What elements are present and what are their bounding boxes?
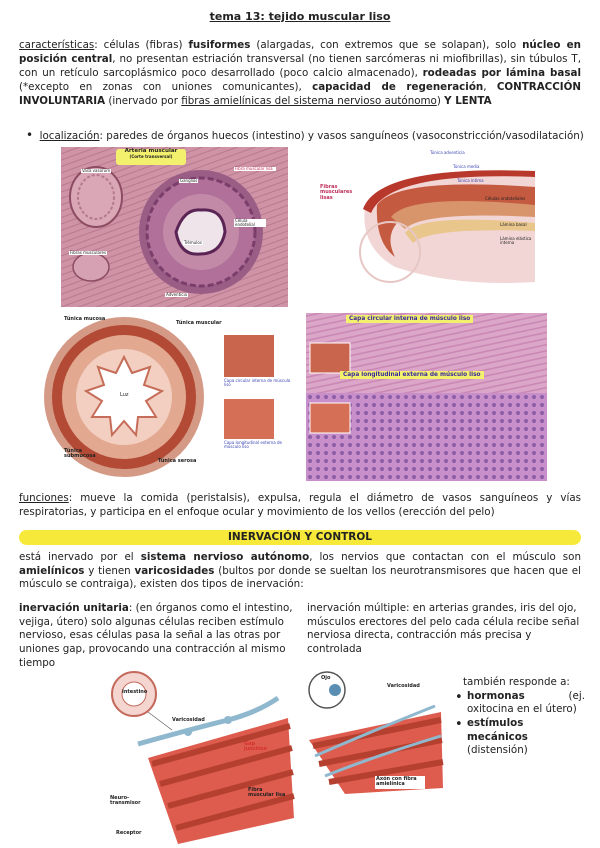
histology-layers xyxy=(306,313,547,481)
text-span: (inervado por xyxy=(105,95,182,107)
figure1-title: Arteria muscular xyxy=(124,148,178,154)
bold-span: amielínicos xyxy=(19,564,85,577)
responde-item xyxy=(453,717,585,758)
text-span: (ej. oxitocina en el útero) xyxy=(467,689,585,716)
funciones-text: : mueve la comida (peristalsis), expulsa, regula el diámetro de vasos sanguíneos y vías respiratorias, y participa en el enfoque ocular y movimiento de los vellos (erección del pelo) xyxy=(19,492,581,518)
figure-capas-musculo xyxy=(306,313,547,481)
figure3-label: Túnica serosa xyxy=(158,458,197,464)
bold-span: Y LENTA xyxy=(444,95,492,107)
figure5-label: Receptor xyxy=(116,830,142,836)
responde-item xyxy=(453,690,585,717)
section-header-inervacion: INERVACIÓN Y CONTROL xyxy=(19,530,581,545)
figure3-label: Luz xyxy=(120,392,129,398)
figure-intestino xyxy=(38,313,300,481)
bold-span: sistema nervioso autónomo xyxy=(140,551,310,563)
bold-span: rodeadas por lámina basal xyxy=(422,67,581,79)
figure-arteria-muscular xyxy=(61,147,288,307)
bold-span: fusiformes xyxy=(188,39,251,51)
bullet-icon: • xyxy=(26,128,34,142)
figure2-label: Células endoteliales xyxy=(485,196,526,201)
localizacion-item xyxy=(26,128,584,144)
text-span: (distensión) xyxy=(467,744,528,757)
text-span: , no presentan estriación transversal (no tienen sarcómeras ni miofibrillas), sin túbulos T, con un retículo sarcoplásmico poco desarrollado (poco calcio almacenado), xyxy=(19,53,581,79)
bold-span: núcleo en posición central xyxy=(19,39,581,65)
figure5-label: Intestino xyxy=(122,689,148,695)
unitaria-text: : (en órganos como el intestino, vejiga, útero) solo algunas células reciben estímulo nervioso, esas células pasa la señal a las otras por uniones gap, provocando una contracción al mismo tiempo xyxy=(19,602,293,669)
page-title: tema 13: tejido muscular liso xyxy=(209,10,391,23)
bold-span: hormonas xyxy=(467,689,525,702)
figure3-label: Túnica mucosa xyxy=(64,316,106,322)
inervacion-unitaria xyxy=(19,602,299,670)
figure1-label: Fibras musculares xyxy=(70,250,107,255)
figure5-label: Varicosidad xyxy=(172,717,205,723)
localizacion-label: localización xyxy=(39,130,100,142)
figure3-label: Capa longitudinal externa de músculo liso xyxy=(224,440,282,450)
figure-inervacion-multiple xyxy=(305,668,445,798)
bold-span: varicosidades xyxy=(134,564,215,577)
figure5-label: Neuro-transmisor xyxy=(110,795,141,807)
figure2-label: Túnica íntima xyxy=(457,178,484,183)
text-span: (*excepto en zonas con uniones comunicantes), xyxy=(19,81,313,93)
funciones-label: funciones xyxy=(19,492,69,504)
figure2-label: Túnica adventicia xyxy=(430,150,465,155)
figure1-title-box xyxy=(116,149,186,165)
figure5-label: Fibra muscular lisa xyxy=(248,787,286,799)
figure-inervacion-unitaria xyxy=(108,668,298,848)
figure6-label: Ojo xyxy=(321,675,331,681)
text-span: (alargadas, con extremos que se solapan), solo xyxy=(250,39,523,51)
text-span: y tienen xyxy=(84,564,135,577)
caracteristicas-label: características xyxy=(19,39,95,51)
figure6-label: Varicosidad xyxy=(387,683,420,689)
figure1-label: Adventicia xyxy=(166,292,188,297)
figure-pared-vaso xyxy=(305,147,537,287)
responde-intro: también responde a: xyxy=(463,676,570,688)
localizacion-text: : paredes de órganos huecos (intestino) y vasos sanguíneos (vasoconstricción/vasodilatación) xyxy=(99,130,584,142)
figure1-label: Trémulos xyxy=(184,240,202,245)
figure3-label: Túnica muscular xyxy=(176,320,222,326)
funciones-paragraph xyxy=(19,492,581,519)
figure2-label: Lámina elástica interna xyxy=(500,236,532,246)
underline-span: fibras amielínicas del sistema nervioso autónomo xyxy=(181,95,437,107)
figure6-label: Axón con fibra amielínica xyxy=(375,776,425,789)
text-span: , xyxy=(483,81,497,93)
figure4-mid-label: Capa longitudinal externa de músculo liso xyxy=(340,371,484,379)
figure2-label: Fibras musculares lisas xyxy=(320,184,353,201)
bold-span: estímulos mecánicos xyxy=(467,717,528,743)
figure1-label: Ganglios xyxy=(180,178,198,183)
bold-span: capacidad de regeneración xyxy=(312,81,484,93)
caracteristicas-paragraph xyxy=(19,38,581,108)
figure1-label: Célula endotelial xyxy=(234,219,266,227)
figure3-label: Túnica submucosa xyxy=(64,448,96,460)
figure2-label: Túnica media xyxy=(453,164,480,169)
figure4-top-label: Capa circular interna de músculo liso xyxy=(346,315,473,323)
inervacion-paragraph xyxy=(19,551,581,592)
multiple-text: inervación múltiple: en arterias grandes, iris del ojo, músculos erectores del pelo cada célula recibe señal nerviosa directa, contracción más precisa y controlada xyxy=(307,602,580,656)
inervacion-multiple xyxy=(307,602,583,657)
figure1-label: Fibra muscular lisa xyxy=(234,167,276,171)
figure1-subtitle: (Corte transversal) xyxy=(129,153,173,159)
text-span: ) xyxy=(436,95,445,107)
figure5-label: Gap junction xyxy=(244,741,267,753)
figure1-label: Vasa vasorum xyxy=(82,168,111,173)
figure3-label: Capa circular interna de músculo liso xyxy=(224,378,291,388)
text-span: (bultos por donde se sueltan los neurotransmisores que hacen que el músculo se contraiga), existen dos tipos de inervación: xyxy=(19,564,581,591)
unitaria-label: inervación unitaria xyxy=(19,602,129,614)
text-span: , los nervios que contactan con el músculo son xyxy=(309,551,581,563)
vessel-diagram xyxy=(305,147,537,287)
figure2-label: Lámina basal xyxy=(500,222,527,227)
text-span: está inervado por el xyxy=(19,551,141,563)
text-span: : células (fibras) xyxy=(94,39,189,51)
responde-block xyxy=(453,676,585,758)
responde-list xyxy=(453,690,585,758)
bold-span: CONTRACCIÓN INVOLUNTARIA xyxy=(19,81,581,107)
